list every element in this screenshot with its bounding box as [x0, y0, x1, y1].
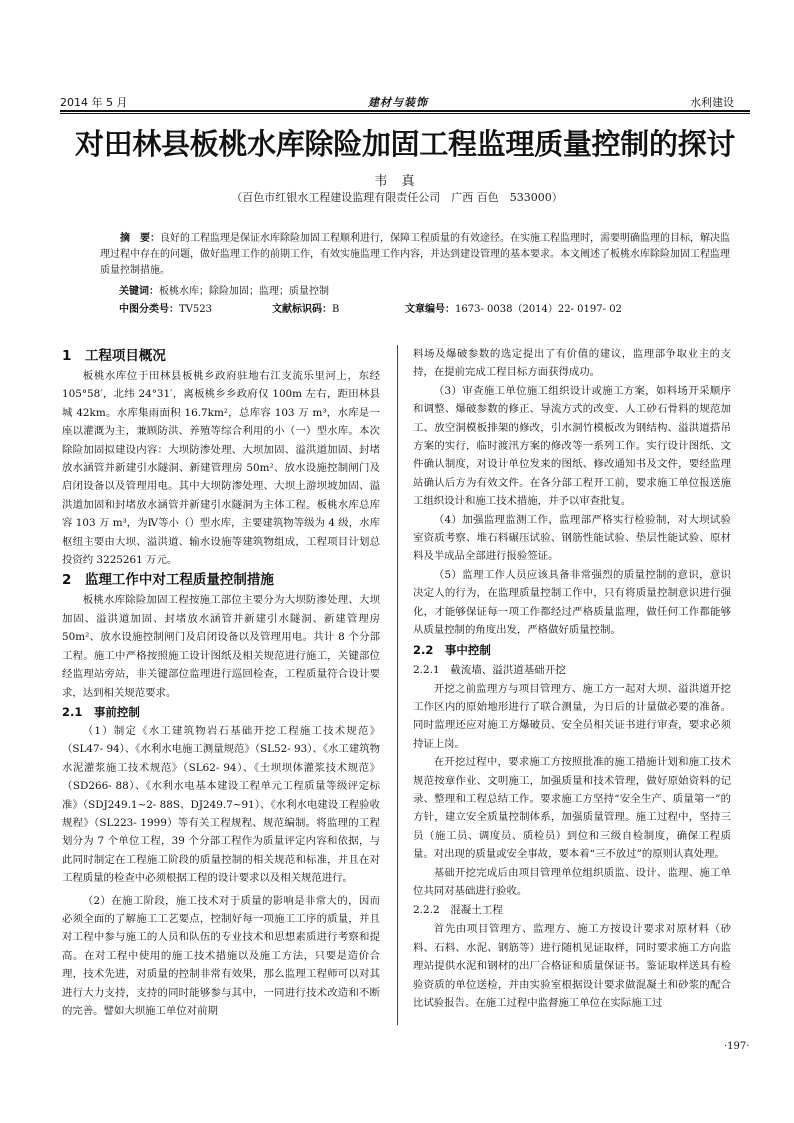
- paragraph: 板桃水库位于田林县板桃乡政府驻地右江支流乐里河上，东经 105°58′，北纬 24°31′，离板桃乡乡政府仅 100m 左右，距田林县城 42km。水库集雨面积 16.7km²，总库容 103 万 m³，水库是一座以灌溉为主，兼顾防洪、养殖等综合利用的小（一）型水库。本次除险加固拟建设内容：大坝防渗处理、大坝加固、溢洪道加固、封堵放水涵管并新建引水隧洞、新建管理房 50m²、放水设施控制闸门及启闭设备以及管理用电。其中大坝防渗处理、大坝上游坝坡加固、溢洪道加固和封堵放水涵管并新建引水隧洞为主体工程。板桃水库总库容 103 万 m³，为Ⅳ等小（）型水库，主要建筑物等级为 4 级，水库枢纽主要由大坝、溢洪道、输水设施等建筑物组成，工程项目计划总投资约 3225261 万元。: [62, 370, 380, 567]
- paragraph: 板桃水库除险加固工程按施工部位主要分为大坝防渗处理、大坝加固、溢洪道加固、封堵放水涵管并新建引水隧洞、新建管理房 50m²、放水设施控制闸门及启闭设备以及管理用电。共计 8 个分部工程。施工中严格按照施工设计图纸及相关规范进行施工，关键部位经监理站旁站，非关键部位监理进行巡回检查，工程质量符合设计要求，达到相关规范要求。: [62, 594, 380, 699]
- header-rule-thin: [60, 113, 750, 114]
- right-column: [413, 345, 731, 1012]
- abstract-label: 摘 要：: [120, 233, 160, 244]
- paragraph: （4）加强监理监测工作，监理部严格实行检验制，对大坝试验室资质考察、堆石料碾压试验、钢筋性能试验、垫层性能试验、原材料及半成品全部进行报验签证。: [413, 513, 731, 563]
- paragraph: 首先由项目管理方、监理方、施工方按设计要求对原材料（砂料、石料、水泥、钢筋等）进行随机见证取样，同时要求施工方向监理站提供水泥和钢材的出厂合格证和质量保证书。鉴证取样送具有检验资质的单位送检，并由实验室根据设计要求做混凝土和砂浆的配合比试验报告。在施工过程中监督施工单位在实际施工过: [413, 923, 731, 1009]
- doc-code-label: 文献标识码：: [272, 304, 332, 315]
- page-number: ·197·: [724, 1041, 750, 1052]
- affiliation: （百色市红银水工程建设监理有限责任公司 广西 百色 533000）: [231, 191, 563, 204]
- subsection-heading: 2.2 事中控制: [413, 642, 491, 657]
- doc-code-value: B: [332, 304, 340, 315]
- subsubsection-heading: 2.2.1 截流墙、溢洪道基础开挖: [413, 663, 566, 676]
- author: 韦 真: [374, 174, 420, 189]
- abstract-text: 良好的工程监理是保证水库除险加固工程顺利进行，保障工程质量的有效途径。在实施工程监理时，需要明确监理的目标，解决监理过程中存在的问题，做好监理工作的前期工作，有效实施监理工作内容，并达到建设管理的基本要求。本文阐述了板桃水库除险加固工程监理质量控制措施。: [100, 233, 730, 276]
- paragraph: （5）监理工作人员应该具备非常强烈的质量控制的意识，意识决定人的行为，在监理质量控制工作中，只有将质量控制意识进行强化，才能够保证每一项工作都经过严格质量监理，做任何工作都能够从质量控制的角度出发，严格做好质量控制。: [413, 568, 731, 637]
- paragraph: （3）审查施工单位施工组织设计或施工方案，如料场开采顺序和调整、爆破参数的修正、导流方式的改变、人工砂石骨料的规范加工、放空洞模板排架的修改，引水洞竹模板改为钢结构、溢洪道搭吊方案的实行，临时渡汛方案的修改等一系列工作。实行设计图纸、文件确认制度，对设计单位发来的图纸、修改通知书及文件，要经监理站确认后方为有效文件。在各分部工程开工前，要求施工单位报送施工组织设计和施工技术措施，并予以审查批复。: [413, 384, 731, 508]
- paragraph: （1）制定《水工建筑物岩石基础开挖工程施工技术规范》（SL47- 94）、《水利水电施工测量规范》（SL52- 93）、《水工建筑物水泥灌浆施工技术规范》（SL62- 94）、《土坝坝体灌浆技术规范》（SD266- 88）、《水利水电基本建设工程单元工程质量等级评定标准》（SDJ249.1~2- 88S、DJ249.7~91）、《水利水电建设工程验收规程》（SL223- 1999）等有关工程规程、规范编制。将监理的工程划分为 7 个单位工程，39 个分部工程作为质量评定内容和依据，与此同时制定在工程施工阶段的质量控制的相关规范和标准，并且在对工程质量的检查中必须根据工程的设计要求以及相关规范进行。: [62, 724, 380, 885]
- article-number-label: 文章编号：: [405, 304, 455, 315]
- paragraph: （2）在施工阶段，施工技术对于质量的影响是非常大的，因而必须全面的了解施工工艺要点，控制好每一项施工工序的质量，并且对工程中参与施工的人员和队伍的专业技术和思想素质进行考察和提高。在对工程中使用的施工技术措施以及施工方法，只要是造价合理，技术先进，对质量的控制非常有效果，那么监理工程师可以对其进行大力支持，支持的同时能够参与其中，一同进行技术改造和不断的完善。譬如大坝施工单位对前期: [62, 894, 380, 1017]
- subsubsection-heading: 2.2.2 混凝土工程: [413, 904, 503, 917]
- column-divider: [397, 345, 398, 1025]
- section-heading: 1 工程项目概况: [62, 348, 166, 364]
- paragraph: 基础开挖完成后由项目管理单位组织质监、设计、监理、施工单位共同对基础进行验收。: [413, 866, 731, 897]
- keywords-text: 板桃水库；除险加固；监理；质量控制: [159, 286, 329, 297]
- header-date: 2014 年 5 月: [60, 96, 128, 109]
- article-number-value: 1673- 0038（2014）22- 0197- 02: [455, 304, 622, 315]
- keywords-label: 关键词：: [119, 286, 159, 297]
- left-column: [62, 345, 380, 1020]
- section-heading: 2 监理工作中对工程质量控制措施: [62, 572, 274, 589]
- clc-value: TV523: [179, 304, 212, 315]
- abstract: [100, 231, 730, 279]
- paragraph: 开挖之前监理方与项目管理方、施工方一起对大坝、溢洪道开挖工作区内的原始地形进行了联合测量，为日后的计量做必要的准备。同时监理还应对施工方爆破员、安全员相关证书进行审查，要求必须持证上岗。: [413, 682, 731, 750]
- doc-code: [272, 302, 412, 318]
- article-number: [405, 302, 725, 318]
- header-journal: 建材与装饰: [368, 96, 428, 109]
- paragraph: 在开挖过程中，要求施工方按照批准的施工措施计划和施工技术规范按章作业、文明施工，加强质量和技术管理，做好原始资料的记录、整理和工程总结工作。要求施工方坚持“安全生产、质量第一”的方针，建立安全质量控制体系，加强质量管理。施工过程中，坚持三员（施工员、调度员、质检员）到位和三级自检制度，确保工程质量。对出现的质量或安全事故，要本着“三不放过”的原则认真处理。: [413, 756, 731, 861]
- header-rule: [60, 110, 750, 112]
- header-section: 水利建设: [690, 96, 734, 109]
- subsection-heading: 2.1 事前控制: [62, 704, 140, 719]
- paper-title: 对田林县板桃水库除险加固工程监理质量控制的探讨: [74, 127, 736, 161]
- clc-label: 中图分类号：: [119, 304, 179, 315]
- keywords: [119, 284, 749, 300]
- paragraph: 料场及爆破参数的选定提出了有价值的建议，监理部争取业主的支持，在提前完成工程目标方面获得成功。: [413, 348, 731, 379]
